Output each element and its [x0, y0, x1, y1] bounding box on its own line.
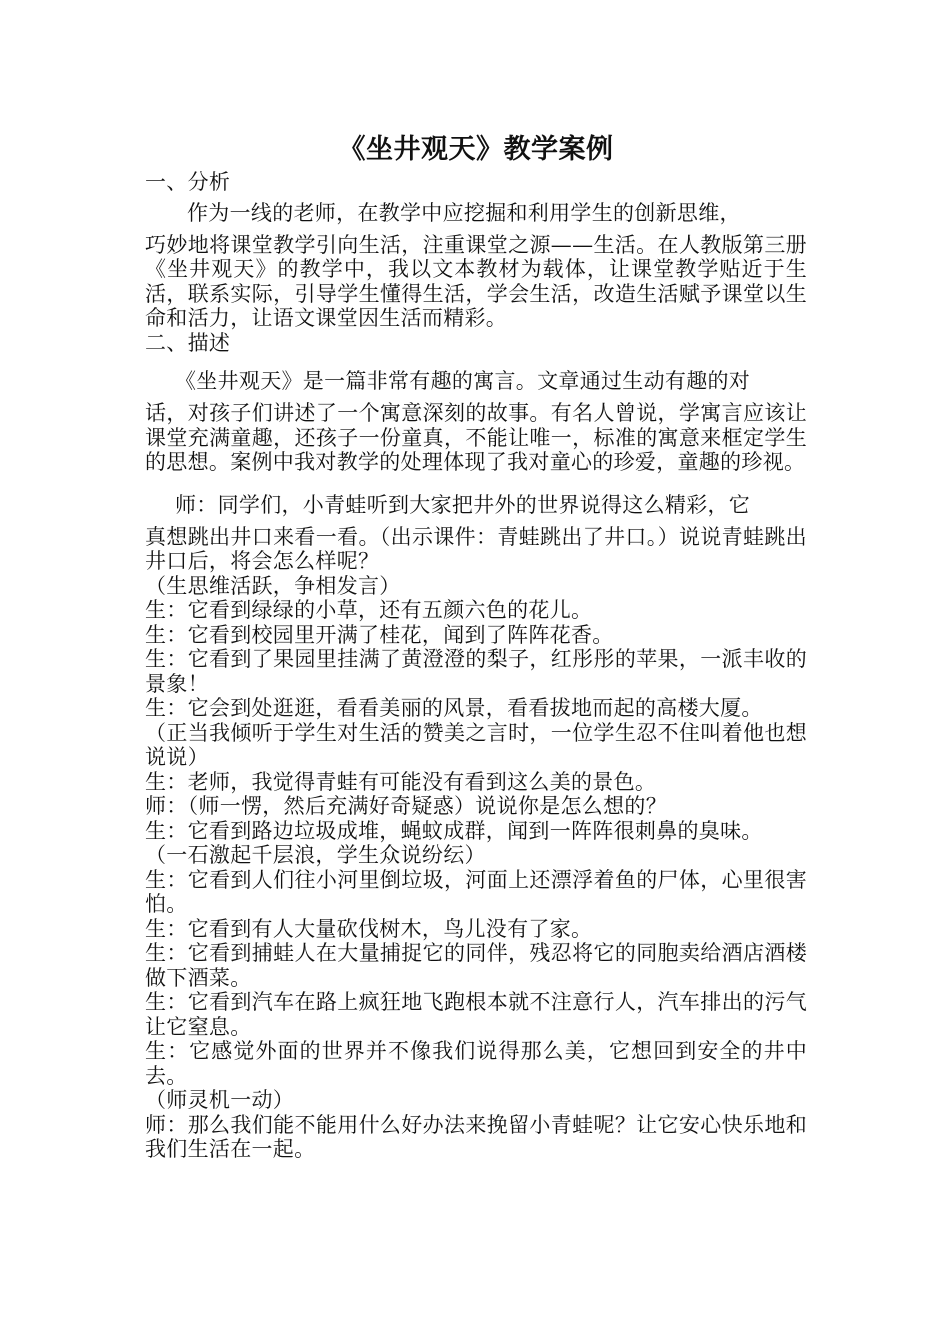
dialogue-line: 生：它看到路边垃圾成堆，蝇蚊成群，闻到一阵阵很刺鼻的臭味。 — [145, 818, 763, 843]
section-heading-analysis: 一、分析 — [145, 170, 231, 194]
dialogue-line: （师灵机一动） — [145, 1088, 295, 1112]
dialogue-line: 生：它会到处逛逛，看看美丽的风景，看看拔地而起的高楼大厦。 — [145, 696, 763, 720]
analysis-paragraph — [145, 195, 807, 331]
analysis-paragraph-first-line: 作为一线的老师，在教学中应挖掘和利用学生的创新思维， — [187, 200, 741, 225]
page-title: 《坐井观天》教学案例 — [338, 134, 614, 165]
dialogue-line: 生：它看到绿绿的小草，还有五颜六色的花儿。 — [145, 598, 593, 622]
dialogue-intro-body: 真想跳出井口来看一看。（出示课件：青蛙跳出了井口。）说说青蛙跳出井口后，将会怎么样呢？ — [145, 524, 807, 573]
dialogue-line: 生：它感觉外面的世界并不像我们说得那么美，它想回到安全的井中去。 — [145, 1039, 807, 1088]
dialogue-line: 生：它看到了果园里挂满了黄澄澄的梨子，红彤彤的苹果，一派丰收的景象！ — [145, 647, 807, 696]
document-body — [145, 130, 807, 1162]
section-heading-description: 二、描述 — [145, 330, 231, 355]
dialogue-line: （生思维活跃，争相发言） — [145, 573, 401, 598]
description-paragraph — [145, 363, 807, 475]
dialogue-line: 生：它看到捕蛙人在大量捕捉它的同伴，残忍将它的同胞卖给酒店酒楼做下酒菜。 — [145, 941, 807, 990]
dialogue-line: 生：老师，我觉得青蛙有可能没有看到这么美的景色。 — [145, 769, 657, 794]
dialogue-line: 师：那么我们能不能用什么好办法来挽留小青蛙呢？让它安心快乐地和我们生活在一起。 — [145, 1112, 807, 1161]
dialogue-line: 生：它看到人们往小河里倒垃圾，河面上还漂浮着鱼的尸体，心里很害怕。 — [145, 867, 807, 916]
dialogue-line: （正当我倾听于学生对生活的赞美之言时，一位学生忍不住叫着他也想说说） — [145, 720, 807, 769]
dialogue-intro-first-line: 师：同学们，小青蛙听到大家把井外的世界说得这么精彩，它 — [175, 492, 751, 517]
description-paragraph-body: 话，对孩子们讲述了一个寓意深刻的故事。有名人曾说，学寓言应该让课堂充满童趣，还孩子一份童真，不能让唯一，标准的寓意来框定学生的思想。案例中我对教学的处理体现了我对童心的珍爱，童趣的珍视。 — [145, 401, 807, 474]
dialogue-line: 生：它看到汽车在路上疯狂地飞跑根本就不注意行人，汽车排出的污气让它窒息。 — [145, 990, 807, 1039]
dialogue-list — [145, 574, 807, 1162]
dialogue-line: 生：它看到有人大量砍伐树木，鸟儿没有了家。 — [145, 916, 593, 941]
description-paragraph-first-line: 《坐井观天》是一篇非常有趣的寓言。文章通过生动有趣的对 — [175, 369, 751, 393]
analysis-paragraph-body: 巧妙地将课堂教学引向生活，注重课堂之源——生活。在人教版第三册《坐井观天》的教学中，我以文本教材为载体，让课堂教学贴近于生活，联系实际，引导学生懂得生活，学会生活，改造生活赋予课堂以生命和活力，让语文课堂因生活而精彩。 — [145, 232, 807, 330]
dialogue-line: （一石激起千层浪，学生众说纷纭） — [145, 843, 486, 867]
dialogue-intro-paragraph — [145, 487, 807, 574]
dialogue-line: 师：（师一愣，然后充满好奇疑惑）说说你是怎么想的？ — [145, 794, 667, 818]
dialogue-line: 生：它看到校园里开满了桂花，闻到了阵阵花香。 — [145, 622, 614, 647]
